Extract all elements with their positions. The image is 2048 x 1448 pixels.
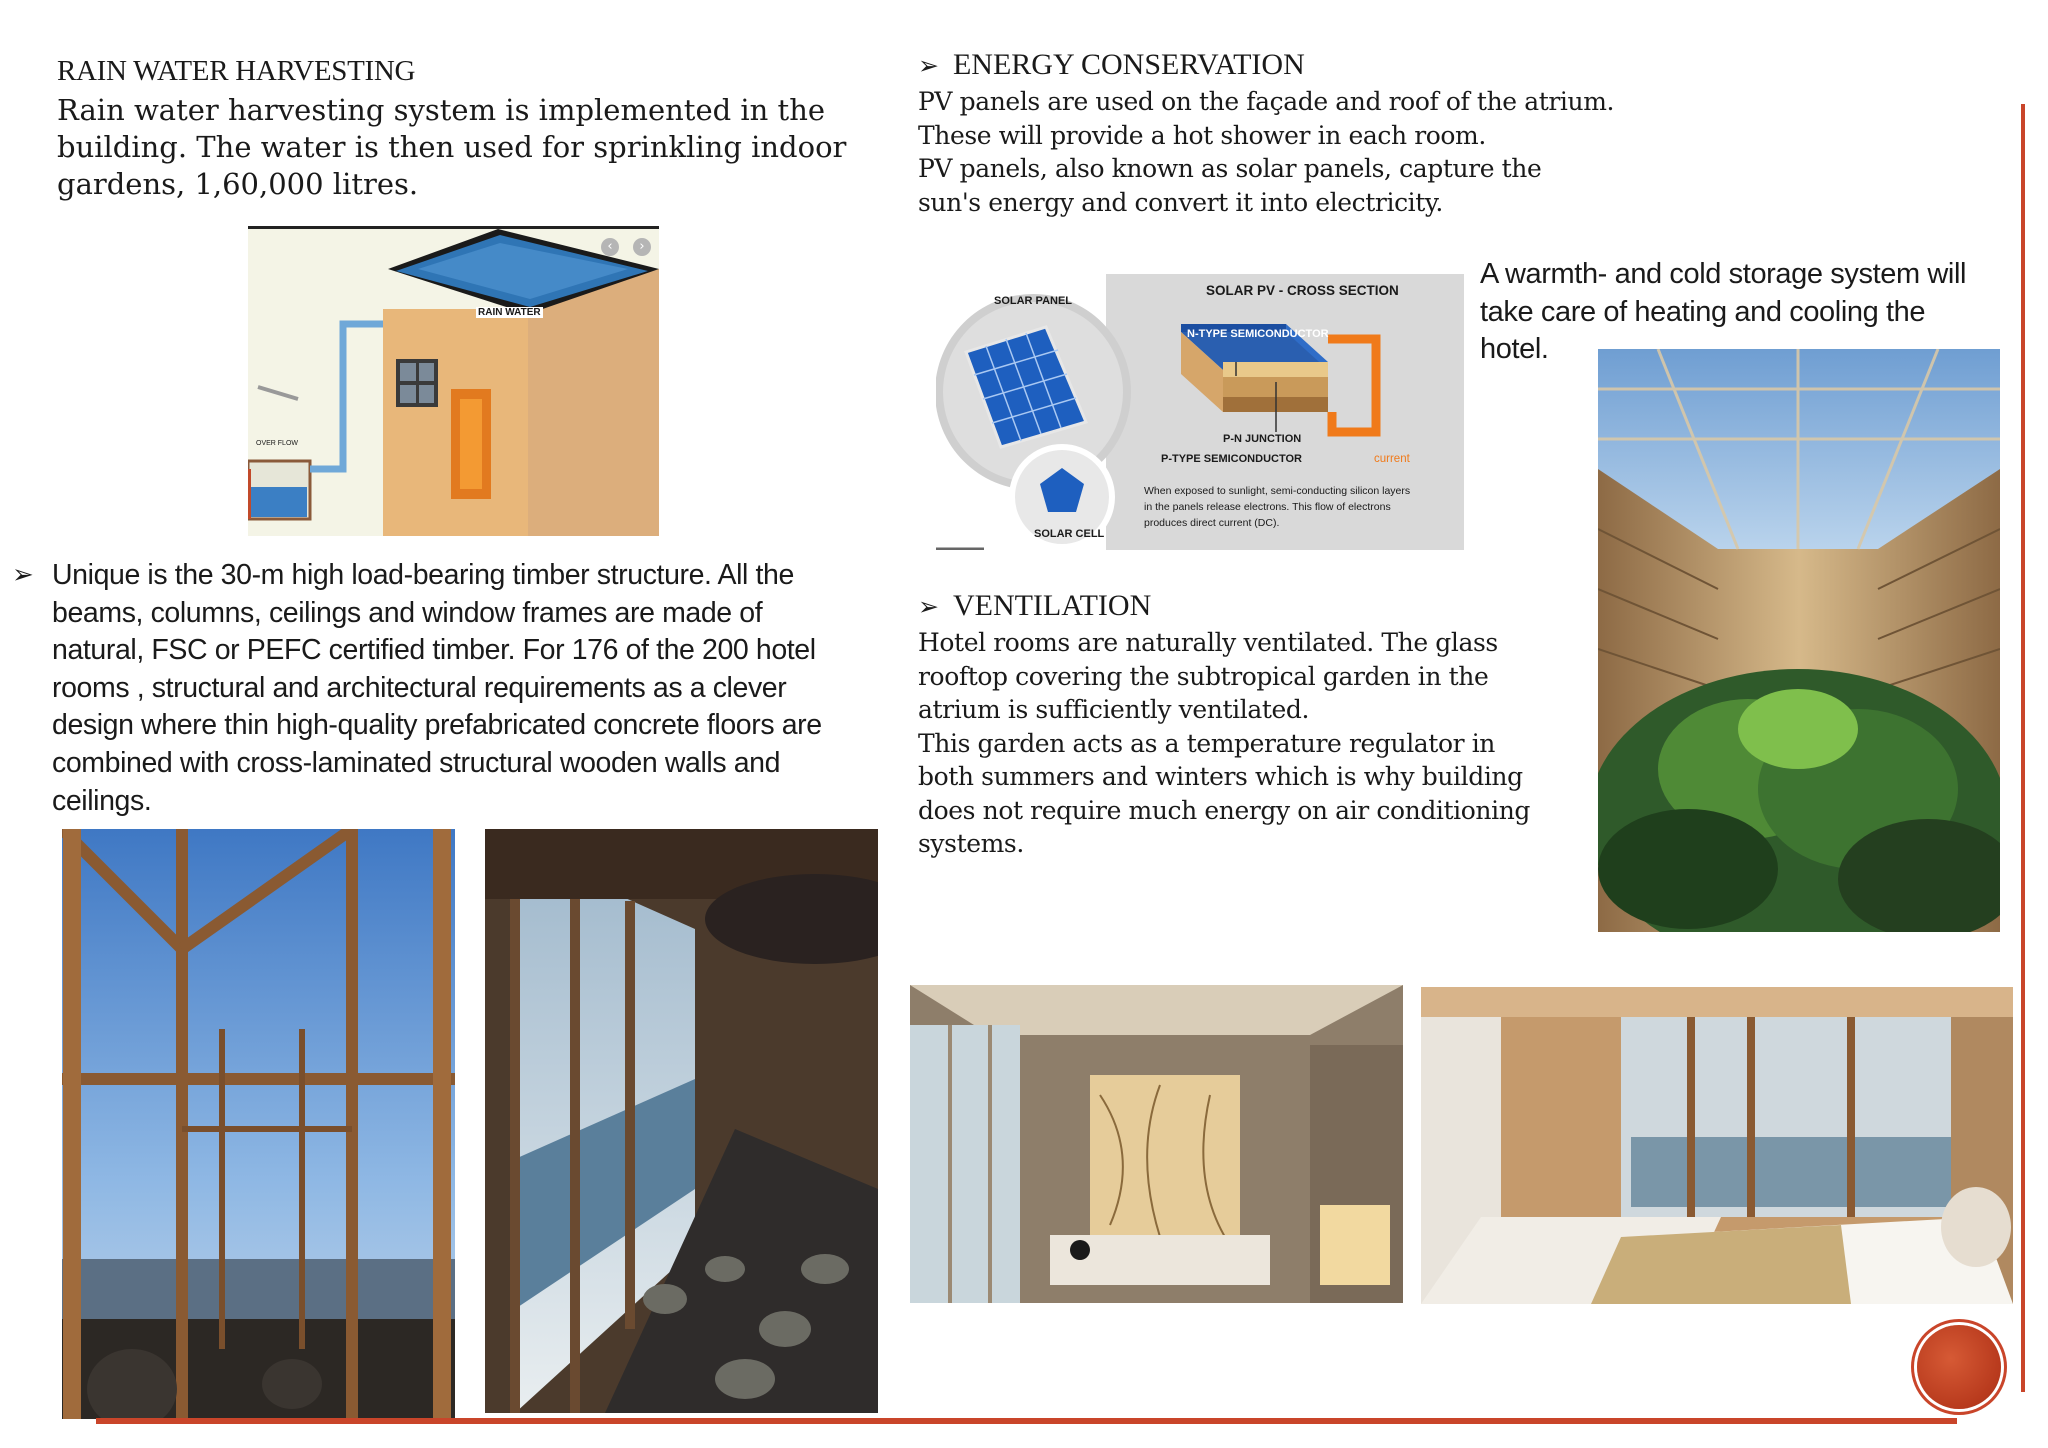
lounge-window-photo — [485, 829, 878, 1413]
pv-caption-line: produces direct current (DC). — [1144, 517, 1280, 529]
pn-junction-label: P-N JUNCTION — [1223, 433, 1302, 445]
spa-room-photo — [910, 985, 1403, 1303]
ventilation-line: both summers and winters which is why building — [918, 762, 1523, 791]
timber-structure-text — [52, 557, 892, 820]
rain-water-line: Rain water harvesting system is implemented in the — [57, 93, 826, 127]
overflow-label: OVER FLOW — [256, 440, 299, 447]
accent-line-vertical — [2021, 104, 2025, 1392]
current-label: current — [1374, 453, 1410, 465]
pv-caption-line: When exposed to sunlight, semi-conducting silicon layers — [1144, 485, 1411, 497]
energy-heading-text: ENERGY CONSERVATION — [952, 48, 1305, 81]
timber-bullet-icon: ➢ — [12, 560, 34, 590]
ventilation-body — [918, 626, 1530, 861]
timber-line: combined with cross-laminated structural wooden walls and — [52, 746, 781, 779]
ventilation-line: atrium is sufficiently ventilated. — [918, 695, 1310, 724]
ventilation-heading-text: VENTILATION — [952, 589, 1152, 622]
timber-line: natural, FSC or PEFC certified timber. For 176 of the 200 hotel — [52, 634, 816, 667]
hotel-bedroom-photo — [1421, 987, 2013, 1304]
timber-line: ceilings. — [52, 784, 152, 817]
ventilation-bullet-icon: ➢ — [918, 592, 939, 621]
solar-cell-label: SOLAR CELL — [1034, 528, 1105, 540]
timber-line: Unique is the 30-m high load-bearing timber structure. All the — [52, 559, 794, 591]
ventilation-line: rooftop covering the subtropical garden in the — [918, 661, 1489, 691]
rain-water-heading: RAIN WATER HARVESTING — [57, 55, 416, 87]
ventilation-heading — [918, 589, 1151, 623]
energy-bullet-icon: ➢ — [918, 51, 939, 80]
p-type-label: P-TYPE SEMICONDUCTOR — [1161, 453, 1302, 465]
ventilation-line: Hotel rooms are naturally ventilated. The glass — [918, 628, 1498, 657]
timber-line: rooms , structural and architectural requirements as a clever — [52, 671, 787, 704]
chevron-right-icon[interactable]: › — [633, 238, 651, 256]
rain-water-line: building. The water is then used for sprinkling indoor — [57, 130, 847, 164]
decorative-circle-logo — [1917, 1325, 2001, 1409]
solar-pv-diagram — [936, 272, 1464, 550]
storage-line: A warmth- and cold storage system will — [1480, 258, 1967, 290]
n-type-label: N-TYPE SEMICONDUCTOR — [1187, 328, 1329, 340]
ventilation-line: systems. — [918, 829, 1024, 858]
pv-caption-line: in the panels release electrons. This flow of electrons — [1144, 501, 1391, 513]
energy-line: sun's energy and convert it into electricity. — [918, 187, 1443, 217]
energy-line: These will provide a hot shower in each room. — [918, 120, 1486, 150]
storage-line: take care of heating and cooling the — [1480, 295, 1926, 328]
energy-body — [918, 85, 1614, 219]
rain-water-body — [57, 92, 857, 203]
timber-line: design where thin high-quality prefabricated concrete floors are — [52, 709, 822, 742]
energy-heading — [918, 48, 1305, 82]
timber-facade-photo — [62, 829, 455, 1419]
rain-water-line: gardens, 1,60,000 litres. — [57, 167, 419, 201]
pv-title: SOLAR PV - CROSS SECTION — [1206, 283, 1399, 298]
solar-panel-label: SOLAR PANEL — [994, 295, 1073, 307]
ventilation-line: does not require much energy on air conditioning — [918, 795, 1531, 825]
ventilation-line: This garden acts as a temperature regulator in — [918, 728, 1495, 758]
pv-caption — [1144, 483, 1410, 531]
rain-water-label: RAIN WATER — [478, 307, 541, 318]
energy-line: PV panels are used on the façade and roof of the atrium. — [918, 87, 1615, 116]
energy-line: PV panels, also known as solar panels, capture the — [918, 154, 1542, 183]
rain-water-diagram — [248, 226, 659, 536]
storage-line: hotel. — [1480, 333, 1549, 365]
accent-line-horizontal — [96, 1418, 1957, 1424]
timber-line: beams, columns, ceilings and window frames are made of — [52, 596, 763, 629]
chevron-left-icon[interactable]: ‹ — [601, 238, 619, 256]
atrium-garden-photo — [1598, 349, 2000, 932]
